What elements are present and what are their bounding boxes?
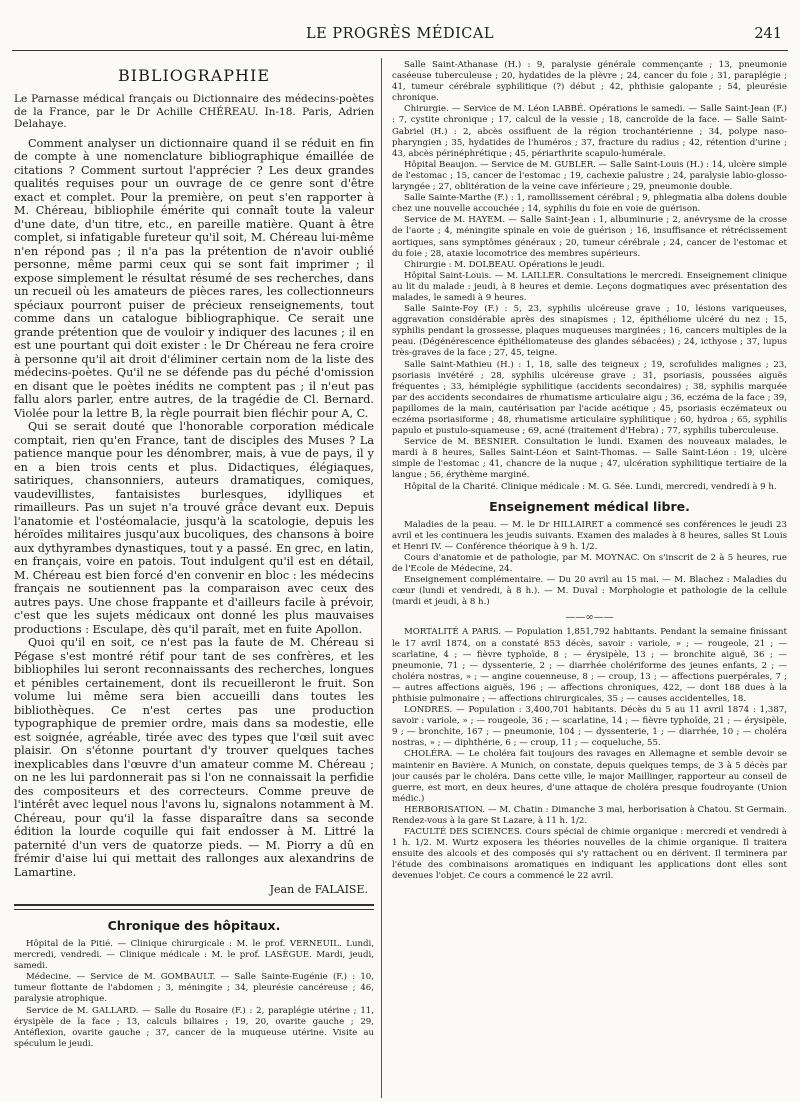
hospital-entry: Salle Saint-Athanase (H.) : 9, paralysie générale commençante ; 13, pneumonie caséeuse tuberculeuse ; 20, hydatides de la plèvre ; 24, cancer du foie ; 31, paraplégie ; 41, tumeur cérébrale syphilitique (?) début ; 42, phthisie galopante ; 54, pleurésie chronique. — [392, 60, 787, 104]
hospital-entry: Chirurgie : M. DOLBEAU. Opérations le jeudi. — [404, 259, 605, 270]
hospital-entry: Salle Sainte-Foy (F.) : 5, 23, syphilis ulcéreuse grave ; 10, lésions variqueuses, aggravation considérable après des sinapismes ; 12, épithéliome ulcéré du nez ; 15, syphilis pendant la grossesse, plaques muqueuses marginées ; 16, cancers multiples de la peau. (Dégénérescence épithéliomateuse des glandes sébacées) ; 24, icthyose ; 37, lupus très-graves de la face ; 27, 45, teigne. — [392, 304, 787, 359]
news-item: FACULTÉ DES SCIENCES. Cours spécial de chimie organique : mercredi et vendredi à 1 h. 1/2. M. Wurtz exposera les théories nouvelles de la chimie organique. Il traitera ensuite des alcools et des composés qui s'y rattachent ou en dérivent. Il terminera par l'étude des combinaisons aromatiques en indiquant les applications dont elles sont devenues l'objet. Ce cours a commencé le 22 avril. — [392, 827, 787, 882]
hospital-entry: Service de M. BESNIER. Consultation le lundi. Examen des nouveaux malades, le mardi à 8 heures, Salles Saint-Léon et Saint-Thomas. — Salle Saint-Léon : 19, ulcère simple de l'estomac ; 41, chancre de la nuque ; 47, ulcération syphilitique tertiaire de la langue ; 56, érythème marginé. — [392, 437, 787, 481]
hospital-entry: Salle Saint-Mathieu (H.) : 1, 18, salle des teigneux ; 19, scrofulides malignes ; 23, psoriasis invétéré ; 28, syphilis ulcéreuse grave ; 31, psoriasis, poussées aiguës fréquentes ; 33, hémiplégie syphilitique (accidents secondaires) ; 38, syphilis marquée par des accidents secondaires de rhumatisme articulaire aigu ; 36, eczéma de la face ; 39, papillomes de la main, cautérisation par l'acide acétique ; 45, psoriasis eczémateux ou eczéma psoriasiforme ; 48, rhumatisme articulaire syphilitique ; 60, hydroa ; 65, syphilis papulo et pustulo-squameuse ; 69, acné (traitement d'Hebra) ; 77, syphilis tuberculeuse. — [392, 359, 787, 437]
left-column — [14, 60, 374, 1096]
news-item: CHOLÉRA. — Le choléra fait toujours des ravages en Allemagne et semble devoir se maintenir en Bavière. A Munich, on constate, depuis quelques temps, de 3 à 5 décès par jour causés par le choléra. Dans cette ville, le major Maillinger, rapporteur au conseil de guerre, est mort, en deux heures, d'une attaque de choléra presque foudroyante (Union médic.) — [392, 749, 787, 804]
page-number: 241 — [754, 26, 782, 42]
review-paragraph: Qui se serait douté que l'honorable corporation médicale comptait, rien qu'en France, tant de disciples des Muses ? La patience manque pour les dénombrer, mais, à vue de pays, il y en a bien trois cents et plus. Didactiques, élégiaques, satiriques, chansonniers, auteurs dramatiques, comiques, vaudevillistes, fantaisistes burlesques, idylliques et rimailleurs. Pas un sujet n'a trouvé grâce devant eux. Depuis l'anatomie et l'ostéomalacie, jusqu'à la scatologie, depuis les héroïdes militaires jusqu'aux bucoliques, des chansons à boire aux dythyrambes dynastiques, tout y a passé. En grec, en latin, en français, voire en patois. Tout indulgent qu'il est en détail, M. Chéreau est bien forcé d'en convenir en bloc : les médecins français ne soutiennent pas la comparaison avec ceux des autres pays. Une chose frappante et d'ailleurs facile à prévoir, c'est que les sujets médicaux ont donné les plus mauvaises productions : Esculape, dès qu'il paraît, met en fuite Apollon. — [14, 420, 374, 636]
hospital-entry: Hôpital Saint-Louis. — M. LAILLER. Consultations le mercredi. Enseignement clinique au lit du malade : jeudi, à 8 heures et demie. Leçons dogmatiques avec présentation des malades, le samedi à 9 heures. — [392, 270, 787, 303]
section-title-chronique: Chronique des hôpitaux. — [107, 918, 281, 933]
running-title: LE PROGRÈS MÉDICAL — [306, 26, 494, 42]
hospital-entry: Service de M. GALLARD. — Salle du Rosaire (F.) : 2, paraplégie utérine ; 11, érysipèle de la face ; 13, calculs biliaires ; 19, 20, ovarite gauche ; 29, Antéflexion, ovarite gauche ; 37, cancer de la muqueuse utérine. Visite au spéculum le jeudi. — [14, 1005, 374, 1049]
section-title-enseignement: Enseignement médical libre. — [489, 498, 690, 514]
right-column — [392, 60, 787, 1096]
book-reference: Le Parnasse médical français ou Dictionnaire des médecins-poètes de la France, par le Dr Achille CHÉREAU. In-18. Paris, Adrien Delahaye. — [14, 93, 374, 130]
course-entry: Maladies de la peau. — M. le Dr HILLAIRET a commencé ses conférences le jeudi 23 avril et les continuera les jeudis suivants. Examen des malades à 8 heures, salles St Louis et Henri IV. — Conférence théorique à 9 h. 1/2. — [392, 519, 787, 552]
section-title-bibliographie: BIBLIOGRAPHIE — [118, 66, 270, 85]
news-item: MORTALITÉ A PARIS. — Population 1,851,792 habitants. Pendant la semaine finissant le 17 avril 1874, on a constaté 853 décès, savoir : variole, » ; — rougeole, 21 ; — scarlatine, 4 ; — fièvre typhoïde, 8 ; — érysipèle, 13 ; — bronchite aiguë, 36 ; — pneumonie, 71 ; — dyssenterie, 2 ; — diarrhée cholériforme des jeunes enfants, 2 ; — choléra nostras, » ; — angine couenneuse, 8 ; — croup, 13 ; — affections puerpérales, 7 ; — autres affections aiguës, 196 ; — affections chroniques, 422, — dont 188 dues à la phthisie pulmonaire ; — affections chirurgicales, 35 ; — causes accidentelles, 18. — [392, 627, 787, 704]
course-entry: Cours d'anatomie et de pathologie, par M. MOYNAC. On s'inscrit de 2 à 5 heures, rue de l'Ecole de Médecine, 24. — [392, 552, 787, 575]
ornament-divider: ——∞—— — [565, 612, 614, 624]
hospital-entry: Chirurgie. — Service de M. Léon LABBÉ. Opérations le samedi. — Salle Saint-Jean (F.) : 7, cystite chronique ; 17, calcul de la vessie ; 18, cancroïde de la face. — Salle Saint-Gabriel (H.) : 2, abcès ossifluent de la région trochantérienne ; 34, polype naso-pharyngien ; 35, hydatides de l'huméros ; 37, fracture du radius ; 42, rétention d'urine ; 43, abcès périnéphrétique ; 45, périarthrite scapulo-humérale. — [392, 104, 787, 159]
hospital-entry: Médecine. — Service de M. GOMBAULT. — Salle Sainte-Eugénie (F.) : 10, tumeur flottante de l'abdomen ; 3, méningite ; 34, pleurésie cancéreuse ; 46, paralysie atrophique. — [14, 972, 374, 1005]
review-paragraph: Quoi qu'il en soit, ce n'est pas la faute de M. Chéreau si Pégase s'est montré rétif pour tant de ses confrères, et les bibliophiles lui seront reconnaissants des recherches, longues et pénibles certainement, dont ils recueilleront le fruit. Son volume lui même sera bien accueilli dans toutes les bibliothèques. Ce n'est certes pas une production typographique de premier ordre, mais dans sa modestie, elle est soignée, agréable, tirée avec des types que l'œil suit avec plaisir. On s'étonne pourtant d'y trouver quelques taches inexplicables dans l'œuvre d'un amateur comme M. Chéreau ; on ne les lui pardonnerait pas si l'on ne connaissait la perfidie des compositeurs et des correcteurs. Comme preuve de l'intérêt avec lequel nous l'avons lu, signalons notamment à M. Chéreau, pour qu'il la fasse disparaître dans sa seconde édition la lourde coquille qui fait endosser à M. Littré la paternité d'un vers de quatorze pieds. — M. Piorry a dû en frémir d'aise lui qui mettait des rallonges aux alexandrins de Lamartine. — [14, 636, 374, 879]
course-entry: Enseignement complémentaire. — Du 20 avril au 15 mai. — M. Blachez : Maladies du cœur (lundi et vendredi, à 8 h.). — M. Duval : Morphologie et pathologie de la cellule (mardi et jeudi, à 8 h.) — [392, 575, 787, 608]
news-item: LONDRES. — Population : 3,400,701 habitants. Décès du 5 au 11 avril 1874 : 1,387, savoir : variole, » ; — rougeole, 36 ; — scarlatine, 14 ; — fièvre typhoïde, 21 ; — érysipèle, 9 ; — bronchite, 167 ; — pneumonie, 104 ; — dyssenterie, 1 ; — diarrhée, 10 ; — choléra nostras, » ; — diphthérie, 6 ; — croup, 11 ; — coqueluche, 55. — [392, 705, 787, 749]
review-paragraph: Comment analyser un dictionnaire quand il se réduit en fin de compte à une nomenclature bibliographique émaillée de citations ? Comment surtout l'apprécier ? Les deux grandes qualités requises pour un ouvrage de ce genre sont d'être exact et complet. Pour la première, on peut s'en rapporter à M. Chéreau, bibliophile émérite qui connaît toute la valeur d'une date, d'un titre, etc., en pareille matière. Quant à être complet, si infatigable fureteur qu'il soit, M. Chéreau lui-même n'en répond pas ; il n'a pas la prétention de n'avoir oublié personne, même parmi ceux qui se sont fait imprimer ; il expose simplement le résultat résumé de ses recherches, dans un recueil où les amateurs de pièces rares, les collectionneurs spéciaux pourront puiser de précieux renseignements, tout comme dans un catalogue bibliographique. Ce serait une grande prétention que de vouloir y indiquer des lacunes ; il en est une pourtant qui doit exister : le Dr Chéreau ne fera croire à personne qu'il ait droit d'éliminer certain nom de la liste des médecins-poètes. Qu'il ne se défende pas du péché d'omission en disant que le poètes inédits ne comptent pas ; il n'eut pas fallu alors parler, entre autres, de la tragédie de Cl. Bernard. Violée pour la lettre B, la règle pourrait bien fléchir pour A, C. — [14, 136, 374, 420]
hospital-entry: Hôpital Beaujon. — Service de M. GUBLER. — Salle Saint-Louis (H.) : 14, ulcère simple de l'estomac ; 15, cancer de l'estomac ; 19, cachexie palustre ; 24, paralysie labio-glosso-laryngée ; 27, oblitération de la veine cave inférieure ; 29, pneumonie double. — [392, 159, 787, 193]
author-signature: Jean de FALAISE. — [269, 883, 368, 896]
column-divider — [381, 58, 382, 1098]
hospital-entry: Hôpital de la Pitié. — Clinique chirurgicale : M. le prof. VERNEUIL. Lundi, mercredi, vendredi. — Clinique médicale : M. le prof. LASÈGUE. Mardi, jeudi, samedi. — [14, 939, 374, 972]
hospital-entry: Service de M. HAYEM. — Salle Saint-Jean : 1, albuminurie ; 2, anévrysme de la crosse de l'aorte ; 4, méningite spinale en voie de guérison ; 16, insuffisance et rétrécissement aortiques, sans symptômes généraux ; 20, tumeur cérébrale ; 24, cancer de l'estomac et du foie ; 28, ataxie locomotrice des membres supérieurs. — [392, 215, 787, 259]
news-item: HERBORISATION. — M. Chatin : Dimanche 3 mai, herborisation à Chatou. St Germain. Rendez-vous à la gare St Lazare, à 11 h. 1/2. — [392, 804, 787, 826]
page-header — [12, 20, 788, 51]
hospital-entry: Hôpital de la Charité. Clinique médicale : M. G. Sée. Lundi, mercredi, vendredi à 9 h. — [404, 481, 777, 492]
hospital-entry: Salle Sainte-Marthe (F.) : 1, ramollissement cérébral ; 9, phlegmatia alba dolens double chez une nouvelle accouchée ; 14, syphilis du foie en voie de guérison. — [392, 193, 787, 215]
section-rule — [14, 904, 374, 910]
